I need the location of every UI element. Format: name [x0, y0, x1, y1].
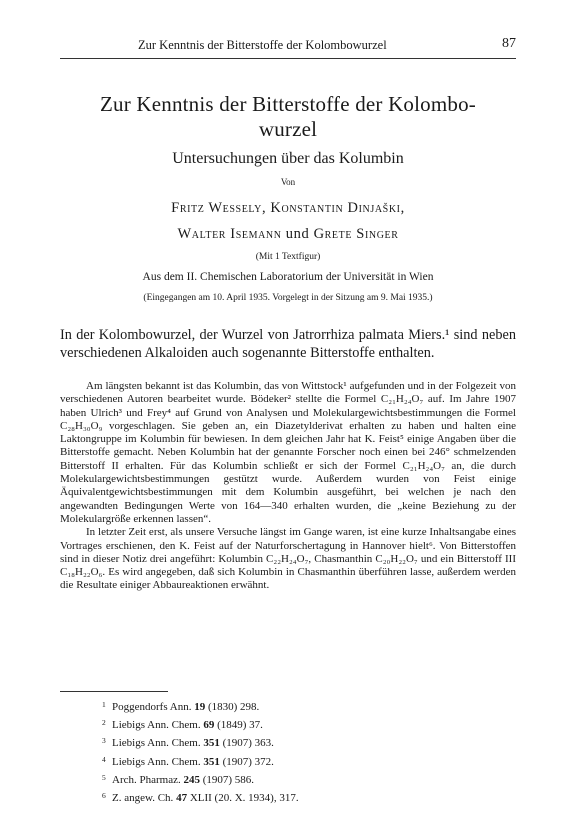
body-text [60, 380, 516, 593]
author-name: Walter Isemann [177, 226, 282, 242]
author-line-1: Fritz Wessely, Konstantin Dinjaški, [171, 200, 405, 216]
footnote: 5 Arch. Pharmaz. 245 (1907) 586. [102, 772, 255, 786]
article-title [60, 92, 516, 142]
footnote: 6 Z. angew. Ch. 47 XLII (20. X. 1934), 317. [102, 791, 299, 805]
running-head-title: Zur Kenntnis der Bitterstoffe der Kolombowurzel [138, 38, 387, 52]
figure-note: (Mit 1 Textfigur) [255, 252, 321, 262]
footnote: 4 Liebigs Ann. Chem. 351 (1907) 372. [102, 754, 274, 768]
author-name: Konstantin Dinjaški [270, 200, 401, 216]
author-line-2 [60, 226, 516, 243]
author-connector: und [285, 226, 310, 242]
footnote: 1 Poggendorfs Ann. 19 (1830) 298. [102, 700, 260, 713]
body-paragraph-1: Am längsten bekannt ist das Kolumbin, das von Wittstock¹ aufgefunden und in der Folgezeit von verschiedenen Autoren bearbeitet wurde. Bödeker² stellte die Formel C₂₁H₂₄O₇ auf. Im Jahre 1907 haben Ulrich³ und Frey⁴ auf Grund von Analysen und Molekulargewichtsbestimmungen die Formel C₂₈H₃₀O₉ vorgeschlagen. Sie geben an, ein Diazetylderivat erhalten zu haben und halten eine Laktongruppe im Kolumbin für bewiesen. In dem gleichen Jahr hat K. Feist⁵ einige Angaben über die Bitterstoffe gemacht. Neben Kolumbin hat der genannte Forscher noch einen bei 246° schmelzenden Bitterstoff II erhalten. Für das Kolumbin schließt er sich der Formel C₂₁H₂₄O₇ an, die durch Molekulargewichtsbestimmungen gestützt wurde. Außerdem wurden von Feist einige Äquivalentgewichtsbestimmungen mit dem Kolumbin ausgeführt, bei welchen je nach den angewandten Bedingungen Werte von 164—340 erhalten wurden, die „keine Beziehung zu der Molekulargröße erkennen lassen“. [60, 380, 516, 525]
author-name: Grete Singer [313, 226, 399, 242]
body-paragraph-2: In letzter Zeit erst, als unsere Versuche längst im Gange waren, ist eine kurze Inhaltsangabe eines Vortrages erschienen, den K. Feist auf der Naturforschertagung in Hannover hielt⁶. Von Bitterstoffen sind in dieser Notiz drei angeführt: Kolumbin C₂₂H₂₄O₇, Chasmanthin C₂₀H₂₂O₇ und ein Bitterstoff III C₁₈H₂₂O₆. Es wird angegeben, daß sich Kolumbin in Chasmanthin überführen lasse, außerdem werden die Resultate einiger Abbaureaktionen erwähnt. [60, 526, 516, 592]
article-title-line-2: wurzel [258, 117, 318, 141]
byline-von: Von [280, 177, 296, 187]
article-subtitle: Untersuchungen über das Kolumbin [172, 150, 404, 167]
footnotes [102, 697, 516, 806]
running-head [60, 38, 516, 56]
received-date: (Eingegangen am 10. April 1935. Vorgelegt in der Sitzung am 9. Mai 1935.) [143, 293, 433, 303]
author-name: Fritz Wessely [171, 200, 262, 216]
footnote: 2 Liebigs Ann. Chem. 69 (1849) 37. [102, 718, 263, 732]
page-number: 87 [502, 36, 516, 51]
article-title-line-1: Zur Kenntnis der Bitterstoffe der Kolombo- [99, 92, 476, 116]
lead-paragraph: In der Kolombowurzel, der Wurzel von Jatrorrhiza palmata Miers.¹ sind neben verschiedenen Alkaloiden auch sogenannte Bitterstoffe enthalten. [60, 327, 516, 361]
footnote: 3 Liebigs Ann. Chem. 351 (1907) 363. [102, 736, 274, 750]
affiliation: Aus dem II. Chemischen Laboratorium der Universität in Wien [142, 271, 434, 283]
header-rule [60, 58, 516, 59]
footnote-rule [60, 691, 168, 692]
